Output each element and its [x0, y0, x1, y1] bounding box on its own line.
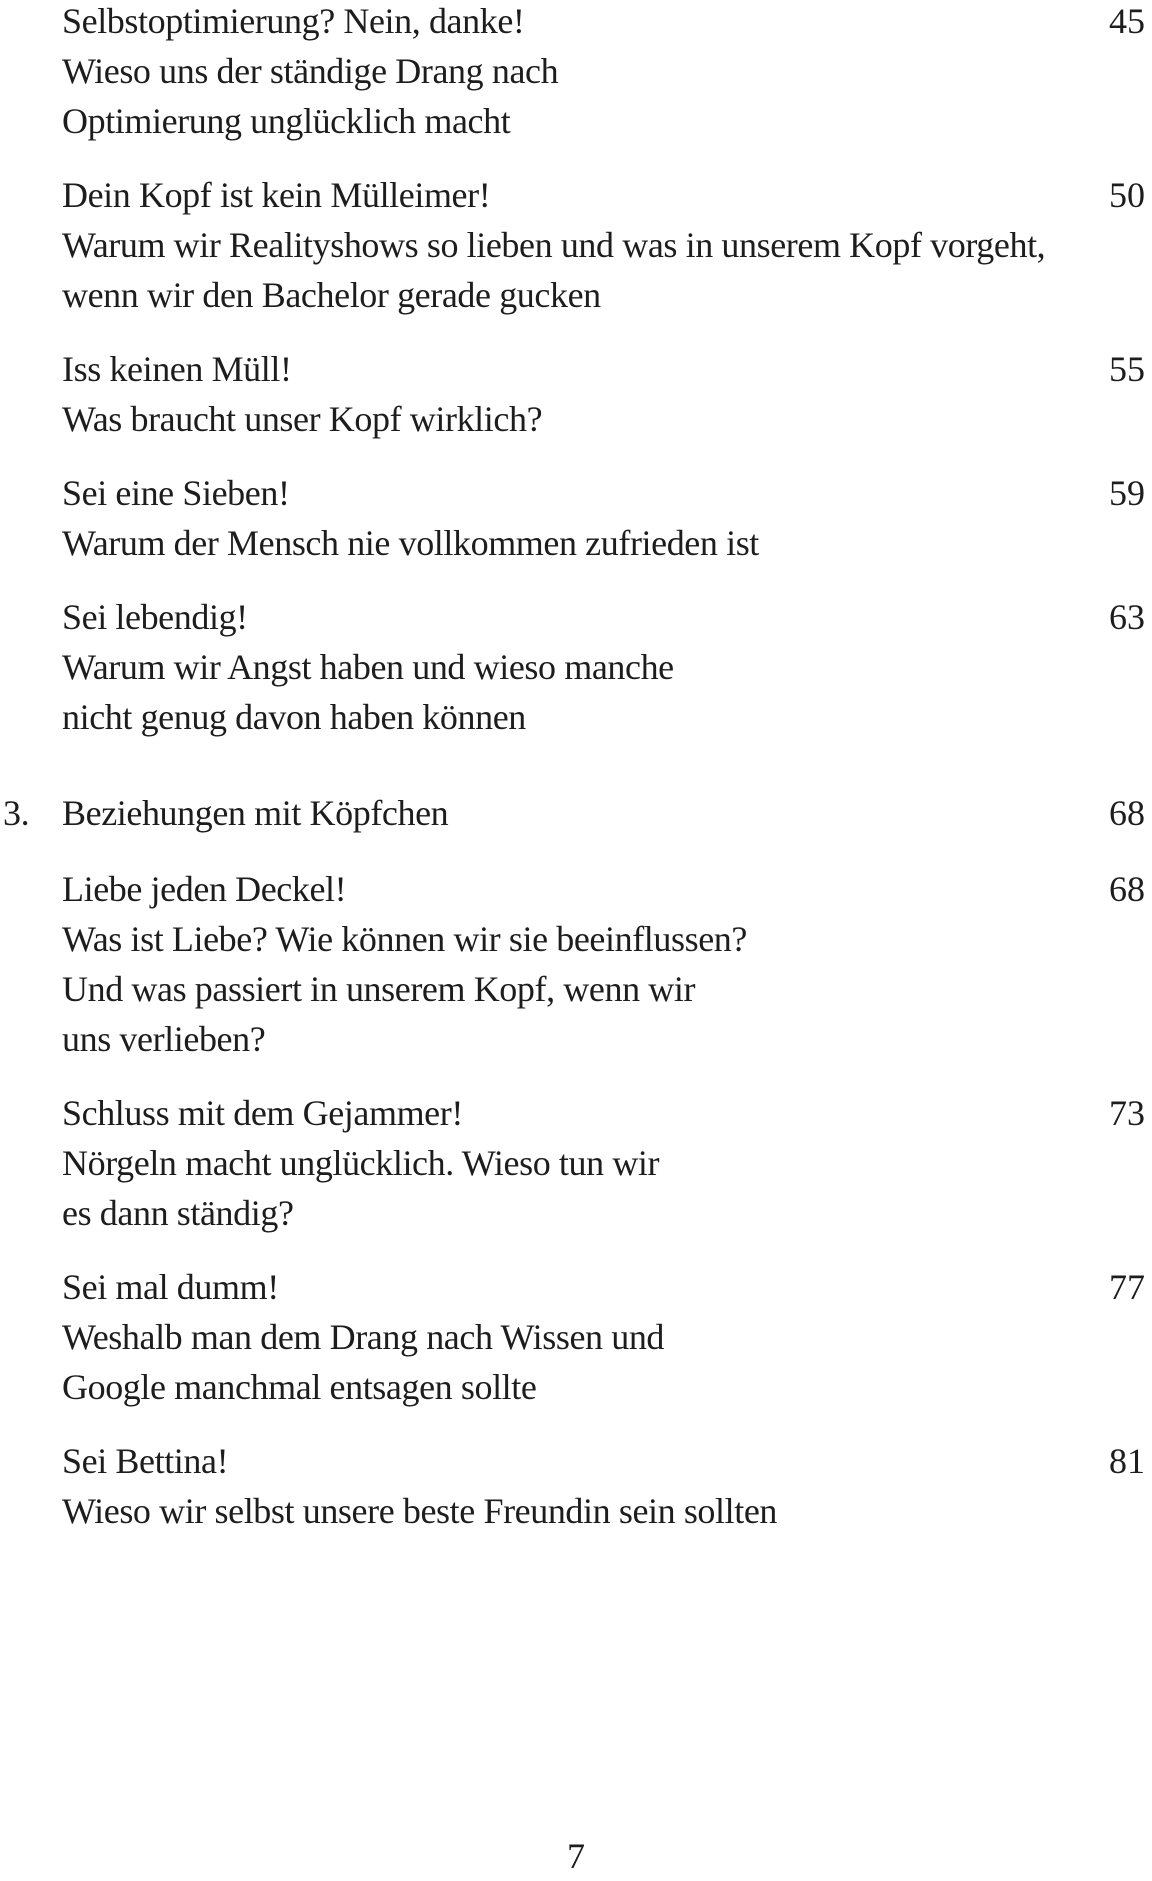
- entry-title: Sei Bettina!: [62, 1441, 229, 1481]
- entry-subtitle-line: Google manchmal entsagen sollte: [62, 1367, 537, 1407]
- entry-subtitle-line: uns verlieben?: [62, 1019, 266, 1059]
- entry-subtitle-line: es dann ständig?: [62, 1193, 294, 1233]
- folio-page-number: 7: [567, 1836, 585, 1876]
- entry-title-row: [62, 1436, 1145, 1486]
- entry-page-number: 59: [1109, 473, 1145, 513]
- entry-page-number: 63: [1109, 597, 1145, 637]
- entry-page-number: 81: [1109, 1441, 1145, 1481]
- toc-chapter-row: [3, 788, 1145, 838]
- entry-title: Dein Kopf ist kein Mülleimer!: [62, 175, 491, 215]
- entry-subtitle-line: Was braucht unser Kopf wirklich?: [62, 399, 543, 439]
- entry-page-number: 55: [1109, 349, 1145, 389]
- entry-subtitle-line: Wieso uns der ständige Drang nach: [62, 51, 559, 91]
- entry-subtitle-line: Was ist Liebe? Wie können wir sie beeinflussen?: [62, 919, 747, 959]
- entry-subtitle-line: Optimierung unglücklich macht: [62, 101, 511, 141]
- entry-title-row: [62, 864, 1145, 914]
- entry-title: Selbstoptimierung? Nein, danke!: [62, 1, 525, 41]
- chapter-page-number: 68: [1109, 793, 1145, 833]
- entry-title: Iss keinen Müll!: [62, 349, 292, 389]
- entry-page-number: 45: [1109, 1, 1145, 41]
- entry-subtitle-line: nicht genug davon haben können: [62, 697, 526, 737]
- entry-title: Sei mal dumm!: [62, 1267, 279, 1307]
- entry-subtitle-line: Und was passiert in unserem Kopf, wenn wir: [62, 969, 696, 1009]
- entry-title: Schluss mit dem Gejammer!: [62, 1093, 463, 1133]
- toc-entry: [62, 0, 1145, 146]
- toc-entry: [62, 468, 1145, 568]
- entry-title: Sei lebendig!: [62, 597, 248, 637]
- toc-entry: [62, 1436, 1145, 1536]
- entry-subtitle-line: Wieso wir selbst unsere beste Freundin sein sollten: [62, 1491, 778, 1531]
- entry-title-row: [62, 1262, 1145, 1312]
- entry-title: Sei eine Sieben!: [62, 473, 290, 513]
- entry-title-row: [62, 1088, 1145, 1138]
- toc-entry: [62, 1088, 1145, 1238]
- entry-subtitle-line: wenn wir den Bachelor gerade gucken: [62, 275, 601, 315]
- entry-page-number: 68: [1109, 869, 1145, 909]
- entry-subtitle-line: Warum wir Realityshows so lieben und was in unserem Kopf vorgeht,: [62, 225, 1046, 265]
- entry-title-row: [62, 468, 1145, 518]
- chapter-title: Beziehungen mit Köpfchen: [62, 793, 449, 833]
- chapter-title-row: [62, 788, 1145, 838]
- entry-page-number: 77: [1109, 1267, 1145, 1307]
- toc-entry: [62, 1262, 1145, 1412]
- entry-title-row: [62, 344, 1145, 394]
- entry-title-row: [62, 0, 1145, 46]
- entry-page-number: 50: [1109, 175, 1145, 215]
- entry-subtitle-line: Weshalb man dem Drang nach Wissen und: [62, 1317, 665, 1357]
- entry-subtitle-line: Warum wir Angst haben und wieso manche: [62, 647, 674, 687]
- toc-entry: [62, 344, 1145, 444]
- entry-title-row: [62, 170, 1145, 220]
- toc-entry: [62, 170, 1145, 320]
- entry-title: Liebe jeden Deckel!: [62, 869, 347, 909]
- entry-title-row: [62, 592, 1145, 642]
- toc-entry: [62, 592, 1145, 742]
- entry-page-number: 73: [1109, 1093, 1145, 1133]
- entry-subtitle-line: Nörgeln macht unglücklich. Wieso tun wir: [62, 1143, 660, 1183]
- entry-subtitle-line: Warum der Mensch nie vollkommen zufrieden ist: [62, 523, 759, 563]
- chapter-number: 3.: [3, 793, 30, 833]
- toc-entry: [62, 864, 1145, 1064]
